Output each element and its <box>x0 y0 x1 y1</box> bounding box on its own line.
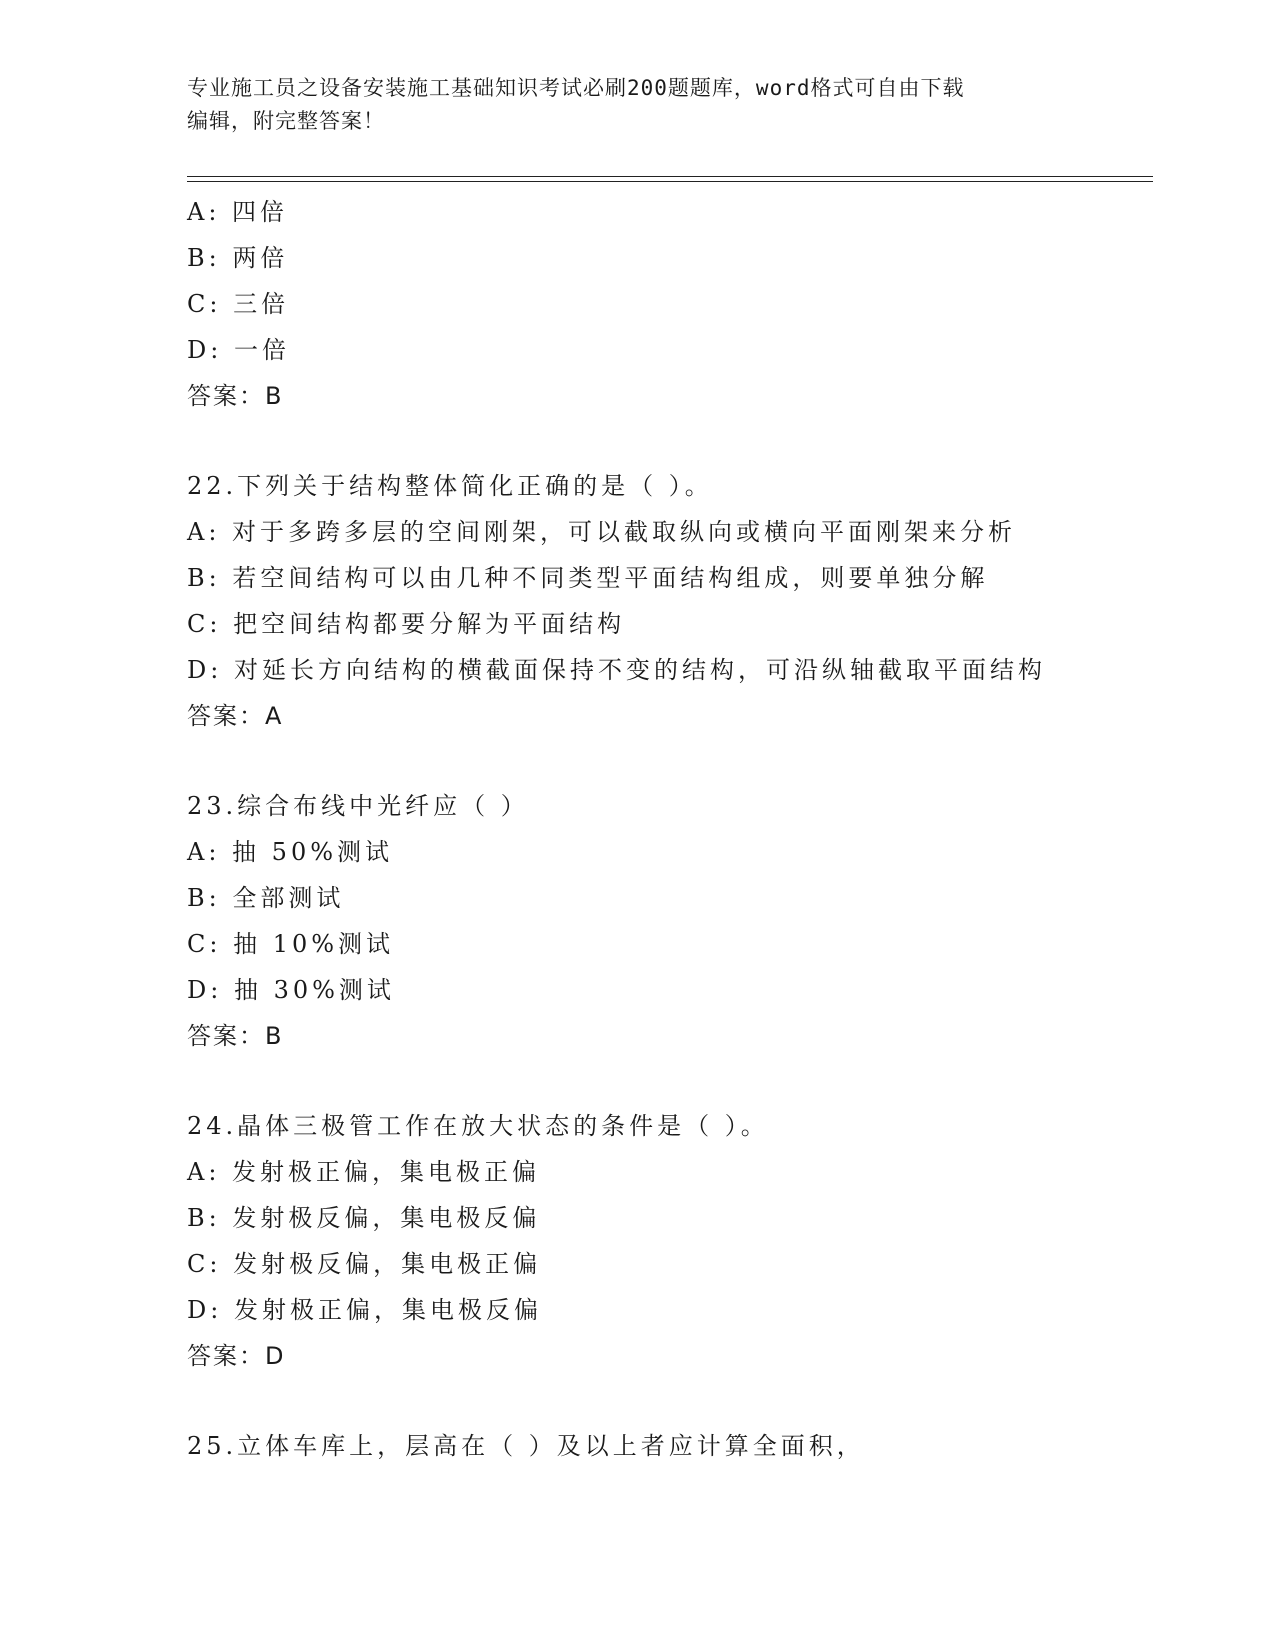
option-c: C: 把空间结构都要分解为平面结构 <box>187 610 626 638</box>
option-c: C: 三倍 <box>187 290 290 318</box>
question-25 <box>187 1423 1153 1469</box>
option-d: D: 发射极正偏，集电极反偏 <box>187 1296 542 1324</box>
question-stem: 22.下列关于结构整体简化正确的是（ ）。 <box>187 472 713 500</box>
option-b: B: 若空间结构可以由几种不同类型平面结构组成，则要单独分解 <box>187 564 989 592</box>
answer: 答案：A <box>187 702 284 730</box>
option-b: B: 全部测试 <box>187 884 345 912</box>
header-divider-top <box>187 176 1153 177</box>
option-a: A: 四倍 <box>187 198 289 226</box>
option-a: A: 发射极正偏，集电极正偏 <box>187 1158 541 1186</box>
option-b: B: 两倍 <box>187 244 289 272</box>
option-a: A: 对于多跨多层的空间刚架，可以截取纵向或横向平面刚架来分析 <box>187 518 1017 546</box>
answer: 答案：B <box>187 382 284 410</box>
option-c: C: 发射极反偏，集电极正偏 <box>187 1250 542 1278</box>
header-line-2: 编辑，附完整答案！ <box>187 109 385 133</box>
question-24 <box>187 1103 1153 1379</box>
option-d: D: 一倍 <box>187 336 290 364</box>
question-23 <box>187 783 1153 1059</box>
option-a: A: 抽 50%测试 <box>187 838 394 866</box>
answer: 答案：D <box>187 1342 286 1370</box>
question-stem: 24.晶体三极管工作在放大状态的条件是（ ）。 <box>187 1112 769 1140</box>
question-22 <box>187 463 1153 739</box>
header-line-1: 专业施工员之设备安装施工基础知识考试必刷200题题库，word格式可自由下载 <box>187 76 965 100</box>
answer: 答案：B <box>187 1022 284 1050</box>
option-c: C: 抽 10%测试 <box>187 930 395 958</box>
question-stem: 23.综合布线中光纤应（ ） <box>187 792 529 820</box>
question-list <box>187 189 1153 1469</box>
header-divider-bottom <box>187 181 1153 182</box>
question-stem: 25.立体车库上，层高在（ ）及以上者应计算全面积， <box>187 1432 865 1460</box>
option-d: D: 对延长方向结构的横截面保持不变的结构，可沿纵轴截取平面结构 <box>187 656 1046 684</box>
option-b: B: 发射极反偏，集电极反偏 <box>187 1204 541 1232</box>
document-header <box>187 72 1087 138</box>
option-d: D: 抽 30%测试 <box>187 976 395 1004</box>
question-21 <box>187 189 1153 419</box>
